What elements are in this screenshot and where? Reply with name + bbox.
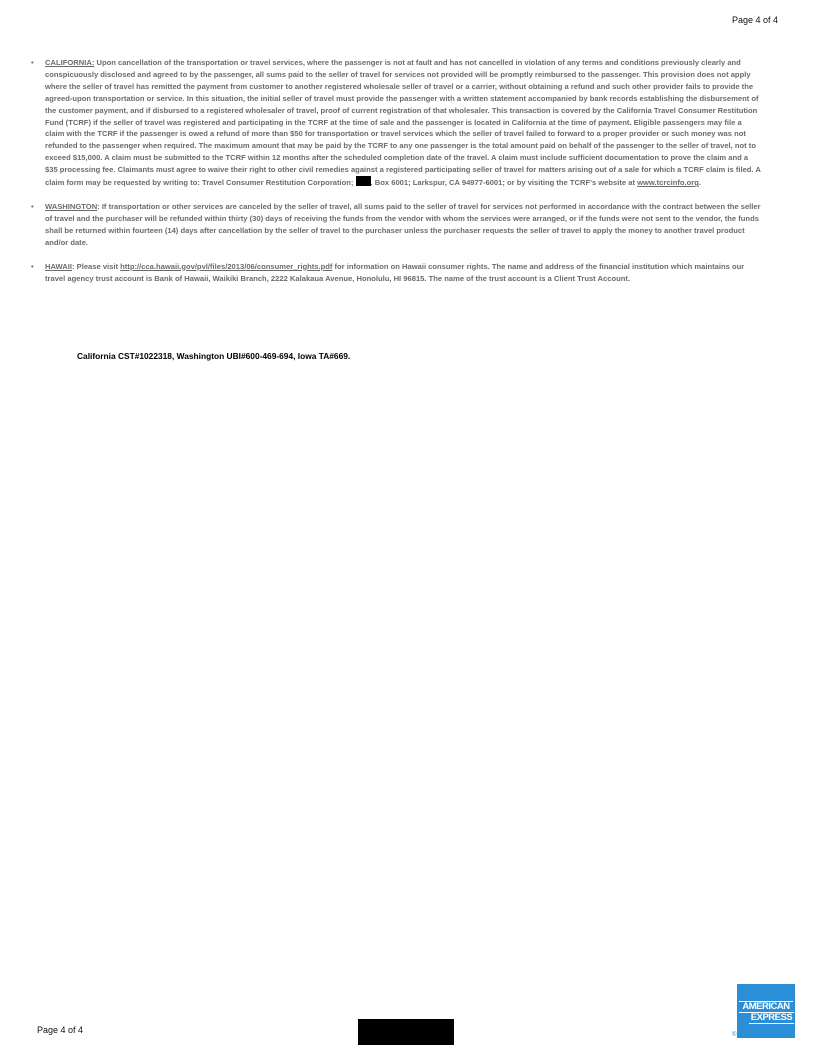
hawaii-heading: HAWAII [45,261,73,271]
consumer-rights-notices [31,57,761,296]
hawaii-consumer-rights-link[interactable]: http://cca.hawaii.gov/pvl/files/2013/06/consumer_rights.pdf [120,261,333,271]
washington-text: : If transportation or other services are canceled by the seller of travel, all sums paid to the seller of travel for services not performed in accordance with the contract between the seller of travel and the purchaser will be refunded within thirty (30) days of receiving the funds from the vendor with whom the services were arranged, or if the funds were not sent to the vendor, the funds shall be returned within fourteen (14) days after cancellation by the seller of travel to the purchaser unless the purchaser requests the seller of travel to apply the money to another travel product and/or date. [45,201,761,247]
logo-text-american: AMERICAN [739,1001,793,1013]
california-text-address: . Box 6001; Larkspur, CA 94977-6001; or by visiting the TCRF's website at [370,178,638,188]
page-number-top: Page 4 of 4 [731,15,778,25]
california-heading: CALIFORNIA: [45,58,95,67]
hawaii-text-rest: for information on Hawaii consumer rights. The name and address of the financial institution which maintains our travel agency trust account is Bank of Hawaii, Waikiki Branch, 2222 Kalakaua Avenue, Honolulu, HI 96815. The name of the trust account is a Client Trust Account. [45,261,745,283]
washington-heading: WASHINGTON [45,201,98,211]
redaction-block [356,176,371,186]
bullet-icon: • [31,261,34,271]
registered-mark: ® [732,1032,737,1038]
bullet-icon: • [31,201,34,211]
american-express-logo [737,984,795,1038]
california-text-end: . [698,178,701,188]
california-text: Upon cancellation of the transportation or travel services, where the passenger is not at fault and has not cancelled in violation of any terms and conditions previously clearly and conspicuously disclosed and agreed to by the passenger, all sums paid to the seller of travel for services not provided will be promptly reimbursed to the passenger. This provision does not apply where the seller of travel has remitted the payment from customer to another registered wholesale seller of travel or a carrier, without obtaining a refund and such other provider fails to provide the agreed-upon transportation or service. In this situation, the initial seller of travel must provide the passenger with a written statement accompanied by bank records establishing the disbursement of the customer payment, and if disbursed to a registered wholesaler of travel, proof of current registration of that wholesaler. This transaction is covered by the California Travel Consumer Restitution Fund (TCRF) if the seller of travel was registered and participating in the TCRF at the time of sale and the passenger is located in California at the time of payment. Eligible passengers may file a claim with the TCRF if the passenger is owed a refund of more than $50 for transportation or travel services which the seller of travel failed to forward to a proper provider or such money was not refunded to the passenger when required. The maximum amount that may be paid by the TCRF to any one passenger is the total amount paid on behalf of the passenger to the seller of travel, not to exceed $15,000. A claim must be submitted to the TCRF within 12 months after the scheduled completion date of the travel. A claim must include sufficient documentation to prove the claim and a $35 processing fee. Claimants must agree to waive their right to other civil remedies against a registered participating seller of travel for matters arising out of a sale for which a TCRF claim is filed. A claim form may be requested by writing to: Travel Consumer Restitution Corporation; [45,58,761,188]
hawaii-notice [31,261,761,285]
tcrf-website-link[interactable]: www.tcrcinfo.org [637,178,699,188]
hawaii-text: : Please visit [72,261,121,271]
washington-notice [31,201,761,249]
bullet-icon: • [31,58,34,67]
page-number-bottom: Page 4 of 4 [37,1025,84,1035]
redaction-block-footer [358,1019,454,1045]
license-numbers: California CST#1022318, Washington UBI#600-469-694, Iowa TA#669. [77,351,351,361]
california-notice [31,57,761,189]
logo-text-express: EXPRESS [750,1012,793,1023]
